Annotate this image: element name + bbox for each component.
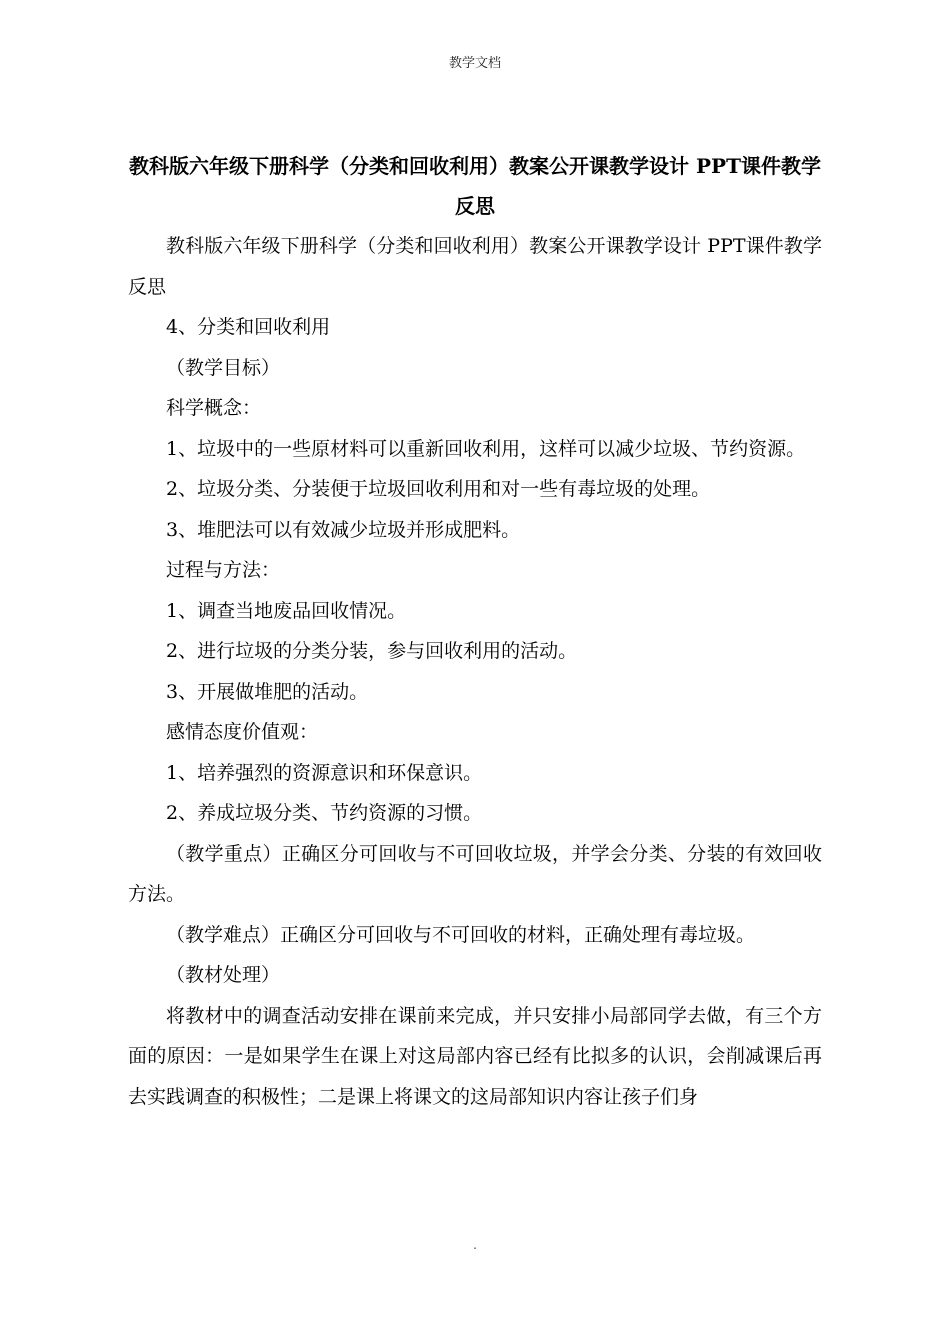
paragraph: 2、进行垃圾的分类分装，参与回收利用的活动。 bbox=[166, 640, 578, 662]
page-footer: . bbox=[473, 1238, 477, 1252]
paragraph: （教学难点）正确区分可回收与不可回收的材料，正确处理有毒垃圾。 bbox=[166, 923, 756, 946]
paragraph: 3、堆肥法可以有效减少垃圾并形成肥料。 bbox=[166, 518, 521, 541]
paragraph: 2、垃圾分类、分装便于垃圾回收利用和对一些有毒垃圾的处理。 bbox=[166, 478, 711, 500]
paragraph: 过程与方法： bbox=[166, 559, 281, 581]
paragraph: 3、开展做堆肥的活动。 bbox=[166, 680, 369, 703]
paragraph: 1、调查当地废品回收情况。 bbox=[166, 599, 407, 622]
document-body bbox=[128, 226, 822, 1117]
paragraph: 1、垃圾中的一些原材料可以重新回收利用，这样可以减少垃圾、节约资源。 bbox=[166, 437, 806, 460]
paragraph: （教学重点）正确区分可回收与不可回收垃圾，并学会分类、分装的有效回收方法。 bbox=[128, 842, 822, 905]
page-header: 教学文档 bbox=[448, 56, 501, 71]
document-title: 教科版六年级下册科学（分类和回收利用）教案公开课教学设计 PPT课件教学反思 bbox=[129, 154, 821, 218]
paragraph: 感情态度价值观： bbox=[166, 721, 319, 743]
paragraph: 将教材中的调查活动安排在课前来完成，并只安排小局部同学去做，有三个方面的原因：一是如果学生在课上对这局部内容已经有比拟多的认识，会削减课后再去实践调查的积极性；二是课上将课文的这局部知识内容让孩子们身 bbox=[128, 1004, 822, 1108]
paragraph: 科学概念： bbox=[166, 397, 262, 419]
paragraph: 4、分类和回收利用 bbox=[166, 316, 331, 338]
paragraph: 教科版六年级下册科学（分类和回收利用）教案公开课教学设计 PPT课件教学反思 bbox=[128, 235, 822, 298]
paragraph: （教学目标） bbox=[166, 356, 281, 379]
paragraph: 2、养成垃圾分类、节约资源的习惯。 bbox=[166, 802, 483, 824]
paragraph: 1、培养强烈的资源意识和环保意识。 bbox=[166, 761, 483, 784]
paragraph: （教材处理） bbox=[166, 964, 281, 986]
